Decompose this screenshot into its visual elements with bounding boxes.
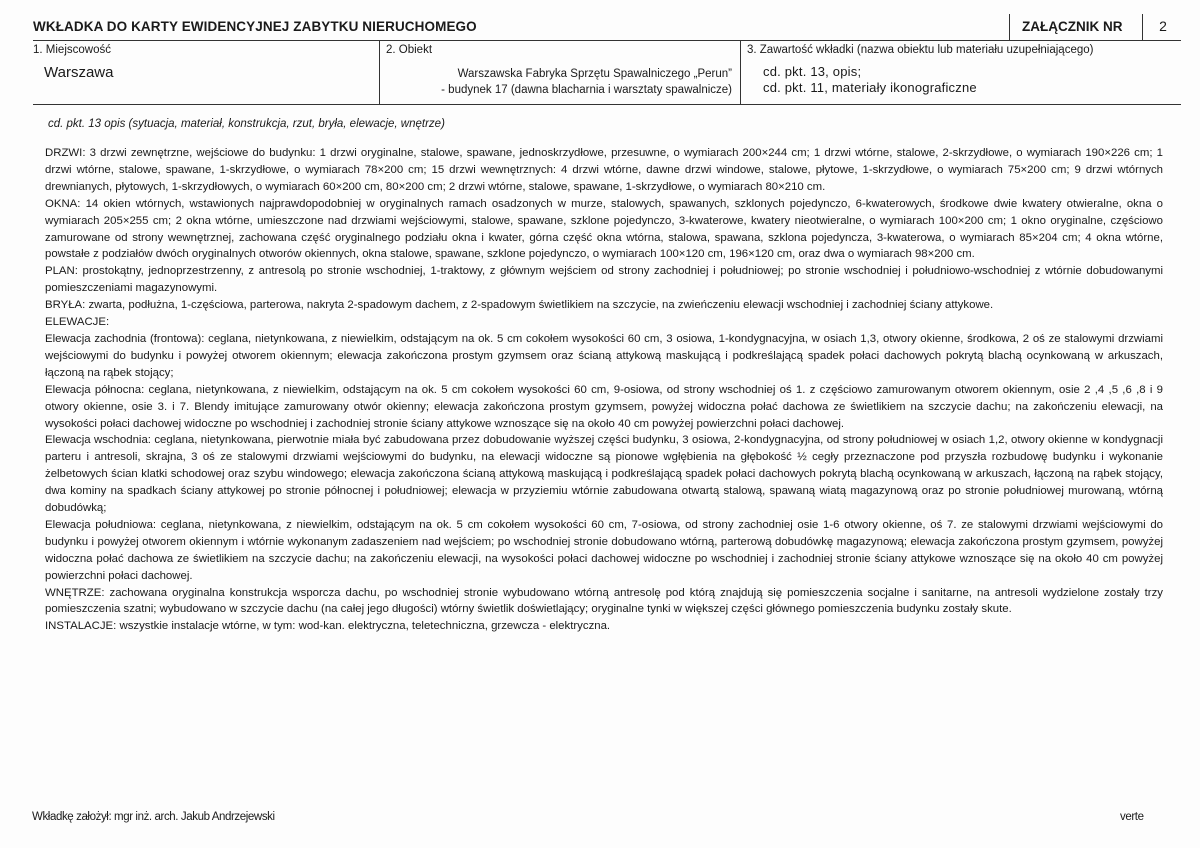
paragraph-massing: BRYŁA: zwarta, podłużna, 1-częściowa, parterowa, nakryta 2-spadowym dachem, z 2-spadowym świetlikiem na szczycie, na zwieńczeniu elewacji wschodniej i zachodniej ściany attykowe. [45,299,994,312]
section-subtitle: cd. pkt. 13 opis (sytuacja, materiał, konstrukcja, rzut, bryła, elewacje, wnętrze) [48,118,445,130]
paragraph-interior: WNĘTRZE: zachowana oryginalna konstrukcja wsporcza dachu, po wschodniej stronie wybudowano wtórną antresolę pod którą znajdują się pomieszczenia socjalne i sanitarne, na antresoli wydzielone zostały trzy pomieszczenia szatni; wybudowano w szczycie dachu (na całej jego długości) wtórny świetlik doświetlający; oryginalne tynki w większej części głównego pomieszczenia budynku zostały skute. [45,586,1163,616]
content-value-line1: cd. pkt. 13, opis; [763,64,862,79]
annex-number: 2 [1159,18,1167,34]
object-label: 2. Obiekt [386,44,433,56]
author-note: Wkładkę założył: mgr inż. arch. Jakub Andrzejewski [32,811,275,823]
object-value-line2: - budynek 17 (dawna blacharnia i warsztaty spawalnicze) [441,84,732,96]
paragraph-installations: INSTALACJE: wszystkie instalacje wtórne, w tym: wod-kan. elektryczna, teletechniczna, grzewcza - elektryczna. [45,620,611,633]
description-text [45,145,1163,635]
header-row [33,14,1181,41]
annex-label: ZAŁĄCZNIK NR [1022,19,1123,34]
paragraph-north-elevation: Elewacja północna: ceglana, nietynkowana, z niewielkim, odstającym na ok. 5 cm cokołem wysokości 60 cm, 9-osiowa, od strony wschodniej oś 1. z częściowo zamurowanym otworem okiennym, osie 2 ,4 ,5 ,6 ,8 i 9 otwory okienne, osie 3. i 7. Blendy imitujące zamurowany otwór okienny; elewacja zakończona prostym gzymsem, powyżej widoczna połać dachowa ze świetlikiem na szczycie dachu; na zakończeniu elewacji, na wysokości połaci dachowej widoczne po wschodniej i zachodniej stronie ściany attykowe wznoszące się na około 40 cm powyżej powierzchni połaci dachowej. [45,383,1163,430]
locality-value: Warszawa [44,64,114,81]
document-title: WKŁADKA DO KARTY EWIDENCYJNEJ ZABYTKU NIERUCHOMEGO [33,19,477,34]
paragraph-west-elevation: Elewacja zachodnia (frontowa): ceglana, nietynkowana, z niewielkim, odstającym na ok. 5 cm cokołem wysokości 60 cm, 3 osiowa, 1-kondygnacyjna, w osiach 1,3, otwory okienne, środkowa, 2 oś ze stalowymi drzwiami wejściowymi do budynku i powyżej otworem okiennym; elewacja zakończona prostym gzymsem oraz ścianą attykową maskującą i podkreślającą spadek połaci dachowych pokrytą blachą ocynkowaną w arkuszach, łączoną na rąbek stojący; [45,332,1163,379]
info-row [33,40,1181,105]
content-value-line2: cd. pkt. 11, materiały ikonograficzne [763,80,977,95]
paragraph-east-elevation: Elewacja wschodnia: ceglana, nietynkowana, pierwotnie miała być zabudowana przez dobudowanie wyższej części budynku, 3 osiowa, 2-kondygnacyjna, od strony południowej w osiach 1,2, otwory okienne w kondygnacji parteru i antresoli, skrajna, 3 oś ze stalowymi drzwiami wejściowymi do budynku, na elewacji widoczne są pionowe wgłębienia na głębokość ½ cegły przeznaczone pod przyszła rozbudowę budynku i wykonanie żelbetowych ścian klatki schodowej oraz szybu windowego; elewacja zakończona ścianą attykową maskującą i podkreślającą spadek połaci dachowych pokrytą blachą ocynkowaną w arkuszach, łączoną na rąbek stojący, dwa kominy na spadkach ściany attykowej po stronie północnej i południowej; elewacja w przyziemiu wtórnie zabudowana otwartą stalową, spawaną wiatą magazynową oraz po stronie południowej murowaną, wtórną dobudówką; [45,434,1163,515]
content-label: 3. Zawartość wkładki (nazwa obiektu lub materiału uzupełniającego) [747,44,1094,56]
object-value [392,66,732,98]
paragraph-south-elevation: Elewacja południowa: ceglana, nietynkowana, z niewielkim, odstającym na ok. 5 cm cokołem wysokości 60 cm, 7-osiowa, od strony zachodniej osie 1-6 otwory okienne, oś 7. ze stalowymi drzwiami wejściowymi do budynku i powyżej otworem okiennym i wtórnie wykonanym zadaszeniem nad wejściem; po wschodniej stronie dobudowano wtórną, parterową dobudówkę magazynową; elewacja zakończona prostym gzymsem, powyżej widoczna połać dachowa ze świetlikiem na szczycie dachu; na zakończeniu elewacji, na wysokości połaci dachowej widoczne po wschodniej i zachodniej stronie ściany attykowe wznoszące się na około 40 cm powyżej powierzchni połaci dachowej. [45,518,1163,582]
locality-label: 1. Miejscowość [33,44,111,56]
locality-cell [33,40,378,104]
paragraph-elevations-heading: ELEWACJE: [45,316,110,329]
content-value [763,64,977,96]
paragraph-doors: DRZWI: 3 drzwi zewnętrzne, wejściowe do budynku: 1 drzwi oryginalne, stalowe, spawane, jednoskrzydłowe, przesuwne, o wymiarach 200×244 cm; 1 drzwi wtórne, stalowe, 2-skrzydłowe, o wymiarach 190×226 cm; 1 drzwi wtórne, stalowe, spawane, 1-skrzydłowe, o wymiarach 78×200 cm; 15 drzwi wewnętrznych: 4 drzwi wtórne, dawne drzwi windowe, stalowe, płytowe, 1-skrzydłowe, o wymiarach 75×200 cm; 9 drzwi wtórnych drewnianych, płytowych, 1-skrzydłowych, o wymiarach 60×200 cm, 80×200 cm; 2 drzwi wtórne, stalowe, spawane, 1-skrzydłowe, o wymiarach 80×210 cm. [45,147,1163,193]
paragraph-plan: PLAN: prostokątny, jednoprzestrzenny, z antresolą po stronie wschodniej, 1-traktowy, z głównym wejściem od strony zachodniej i południowej; po stronie wschodniej i południowo-wschodniej z wtórnie dobudowanymi pomieszczeniami magazynowymi. [45,265,1163,295]
paragraph-windows: OKNA: 14 okien wtórnych, wstawionych najprawdopodobniej w oryginalnych ramach osadzonych w murze, stalowych, spawanych, szklonych pojedynczo, 6-kwaterowych, środkowe dwie kwatery otwieralne, okna o wymiarach 205×255 cm; 2 okna wtórne, umieszczone nad drzwiami wejściowymi, stalowe, spawane, szklone pojedynczo, 3-kwaterowe, kwatery nieotwieralne, o wymiarach 100×200 cm; 1 okno oryginalne, częściowo zamurowane od strony wewnętrznej, zachowana część oryginalnego podziału okna i kwater, górna część okna wtórna, stalowa, spawana, szklona pojedyncza, 3-kwaterowa, o wymiarach 85×204 cm; 4 okna wtórne, powstałe z podziałów dwóch oryginalnych otworów okiennych, okna stalowe, spawane, szklone pojedynczo, o wymiarach 100×120 cm, 196×120 cm, oraz dwa o wymiarach 98×200 cm. [45,197,1163,261]
verte-note: verte [1120,811,1144,823]
object-value-line1: Warszawska Fabryka Sprzętu Spawalniczego „Perun” [457,68,732,80]
object-cell [379,40,740,104]
annex-box [1009,14,1143,40]
content-cell [740,40,1181,104]
